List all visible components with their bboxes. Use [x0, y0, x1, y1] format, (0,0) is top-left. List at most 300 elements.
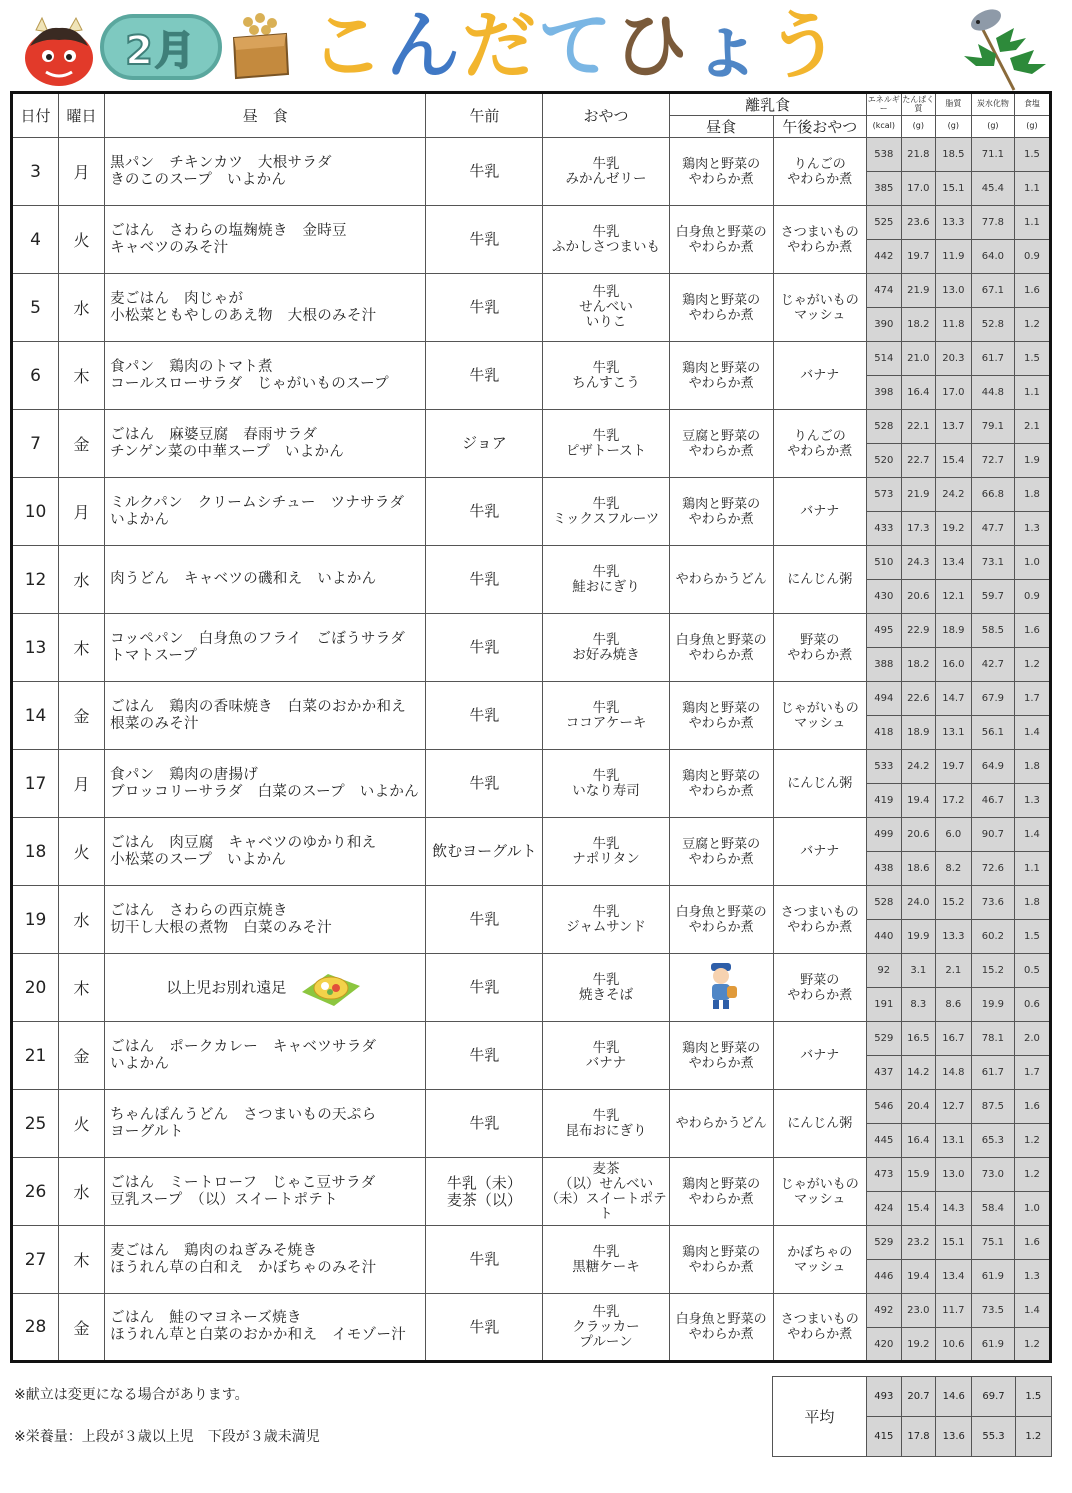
lunch-line: コッペパン 白身魚のフライ ごぼうサラダ: [110, 630, 406, 647]
month-label: 2月: [125, 27, 197, 74]
header-snack: おやつ: [543, 93, 669, 138]
protein-bottom: 20.6: [901, 580, 935, 614]
weaning-snack-line: やわらか煮: [787, 647, 853, 663]
protein-top: 20.6: [901, 818, 935, 852]
header-energy-unit: (kcal): [866, 116, 901, 138]
weekday-cell: 木: [59, 614, 105, 682]
protein-bottom: 19.9: [901, 920, 935, 954]
weaning-lunch-cell: [669, 206, 773, 274]
protein-top: 3.1: [901, 954, 935, 988]
weekday-cell: 水: [59, 1158, 105, 1226]
weaning-lunch-line: やわらか煮: [688, 647, 754, 663]
energy-top: 529: [866, 1226, 901, 1260]
header-gram-unit: (g): [1014, 116, 1050, 138]
snack-line: みかんゼリー: [565, 170, 647, 187]
snack-line: いなり寿司: [572, 782, 640, 799]
snack-cell: [543, 614, 669, 682]
lunch-line: 麦ごはん 鶏肉のねぎみそ焼き: [110, 1242, 318, 1259]
carb-bottom: 60.2: [971, 920, 1014, 954]
fat-bottom: 11.9: [935, 240, 971, 274]
weaning-snack-line: りんごの: [793, 156, 846, 172]
lunch-cell: [105, 206, 426, 274]
fat-bottom: 19.2: [935, 512, 971, 546]
salt-bottom: 0.6: [1014, 988, 1050, 1022]
average-protein-top: 20.7: [901, 1377, 935, 1417]
snack-line: お好み焼き: [572, 646, 640, 663]
weaning-lunch-line: やわらかうどん: [675, 572, 767, 587]
weaning-lunch-cell: [669, 546, 773, 614]
morning-cell: [426, 682, 543, 750]
salt-top: 1.5: [1014, 342, 1050, 376]
morning-line: 牛乳: [469, 1317, 500, 1336]
morning-line: 飲むヨーグルト: [432, 842, 537, 860]
weaning-lunch-cell: [669, 818, 773, 886]
weaning-snack-cell: [773, 274, 866, 342]
weaning-lunch-line: 鶏肉と野菜の: [682, 360, 761, 376]
table-row: [12, 478, 1051, 512]
snack-line: ナポリタン: [572, 850, 640, 867]
lunch-line: 小松菜のスープ いよかん: [110, 851, 287, 868]
snack-cell: [543, 750, 669, 818]
weaning-lunch-cell: [669, 138, 773, 206]
protein-bottom: 19.2: [901, 1328, 935, 1362]
weekday-cell: 水: [59, 274, 105, 342]
morning-cell: [426, 274, 543, 342]
date-cell: 4: [12, 206, 59, 274]
date-cell: 14: [12, 682, 59, 750]
protein-bottom: 18.2: [901, 308, 935, 342]
weaning-lunch-line: やわらか煮: [688, 1055, 754, 1071]
snack-line: ミックスフルーツ: [552, 510, 660, 527]
weaning-lunch-line: やわらか煮: [688, 1259, 754, 1275]
salt-bottom: 0.9: [1014, 580, 1050, 614]
header-weaning-snack: 午後おやつ: [773, 116, 866, 138]
energy-top: 573: [866, 478, 901, 512]
weaning-snack-cell: [773, 138, 866, 206]
table-row: [12, 1090, 1051, 1124]
morning-cell: [426, 1022, 543, 1090]
weaning-lunch-line: やわらか煮: [688, 1327, 754, 1342]
carb-top: 67.1: [971, 274, 1014, 308]
header-weaning: 離乳食: [669, 93, 866, 116]
table-row: [12, 614, 1051, 648]
carb-bottom: 52.8: [971, 308, 1014, 342]
salt-bottom: 1.2: [1014, 308, 1050, 342]
page-title: [310, 2, 842, 90]
date-cell: 13: [12, 614, 59, 682]
snack-line: ふかしさつまいも: [552, 238, 661, 255]
lunch-line: 食パン 鶏肉の唐揚げ: [110, 766, 259, 783]
protein-top: 21.9: [901, 478, 935, 512]
carb-top: 73.0: [971, 1158, 1014, 1192]
table-row: [12, 1294, 1051, 1328]
weekday-cell: 火: [59, 1090, 105, 1158]
salt-bottom: 1.3: [1014, 784, 1050, 818]
salt-top: 1.8: [1014, 750, 1050, 784]
title-char: ん: [386, 3, 460, 89]
average-label: 平均: [773, 1377, 867, 1457]
weaning-lunch-cell: [669, 274, 773, 342]
carb-bottom: 61.9: [971, 1328, 1014, 1362]
lunch-line: ごはん 鮭のマヨネーズ焼き: [110, 1310, 302, 1326]
energy-bottom: 442: [866, 240, 901, 274]
header-dow: 曜日: [59, 93, 105, 138]
carb-bottom: 72.7: [971, 444, 1014, 478]
weaning-lunch-cell: [669, 1226, 773, 1294]
weaning-snack-cell: [773, 1022, 866, 1090]
lunch-line: キャベツのみそ汁: [110, 239, 229, 256]
snack-cell: [543, 818, 669, 886]
weaning-snack-cell: [773, 954, 866, 1022]
carb-bottom: 64.0: [971, 240, 1014, 274]
fat-bottom: 16.0: [935, 648, 971, 682]
weaning-snack-line: やわらか煮: [787, 443, 853, 459]
average-carb-bottom: 55.3: [972, 1417, 1015, 1457]
salt-bottom: 1.5: [1014, 920, 1050, 954]
weekday-cell: 木: [59, 1226, 105, 1294]
fat-top: 6.0: [935, 818, 971, 852]
weaning-snack-cell: [773, 206, 866, 274]
lunch-line: ごはん ポークカレー キャベツサラダ: [110, 1038, 377, 1055]
weaning-lunch-cell: [669, 478, 773, 546]
header-lunch: 昼 食: [105, 93, 426, 138]
weekday-cell: 火: [59, 206, 105, 274]
date-cell: 20: [12, 954, 59, 1022]
protein-top: 21.8: [901, 138, 935, 172]
salt-top: 1.0: [1014, 546, 1050, 580]
fat-top: 13.4: [935, 546, 971, 580]
protein-top: 15.9: [901, 1158, 935, 1192]
header-morning: 午前: [426, 93, 543, 138]
salt-top: 0.5: [1014, 954, 1050, 988]
average-table: [772, 1376, 1052, 1457]
morning-cell: [426, 614, 543, 682]
carb-bottom: 45.4: [971, 172, 1014, 206]
weaning-snack-line: さつまいもの: [780, 904, 859, 920]
weekday-cell: 月: [59, 138, 105, 206]
weaning-lunch-line: やわらか煮: [688, 919, 754, 935]
date-cell: 18: [12, 818, 59, 886]
lunch-cell: [105, 478, 426, 546]
morning-cell: [426, 206, 543, 274]
title-char: ひ: [614, 3, 688, 89]
snack-line: （未）スイートポテ: [545, 1190, 667, 1207]
fat-top: 2.1: [935, 954, 971, 988]
morning-line: 牛乳: [469, 638, 500, 656]
snack-line: 焼きそば: [579, 986, 634, 1003]
lunch-line: ごはん さわらの塩麹焼き 金時豆: [110, 222, 347, 239]
table-row: [12, 954, 1051, 988]
weaning-lunch-line: やわらか煮: [688, 1191, 754, 1207]
salt-top: 1.7: [1014, 682, 1050, 716]
energy-top: 514: [866, 342, 901, 376]
page-header: [0, 0, 1072, 92]
morning-line: 麦茶（以）: [446, 1190, 522, 1209]
lunch-cell: [105, 1090, 426, 1158]
weaning-snack-cell: [773, 750, 866, 818]
lunch-line: 豆乳スープ （以）スイートポテト: [110, 1191, 338, 1208]
lunch-line: きのこのスープ いよかん: [110, 171, 287, 188]
snack-cell: [543, 1022, 669, 1090]
protein-bottom: 16.4: [901, 1124, 935, 1158]
weaning-snack-line: やわらか煮: [787, 919, 853, 935]
protein-bottom: 18.6: [901, 852, 935, 886]
weekday-cell: 金: [59, 1022, 105, 1090]
lunch-cell: [105, 614, 426, 682]
snack-cell: [543, 954, 669, 1022]
table-row: [12, 546, 1051, 580]
average-carb-top: 69.7: [972, 1377, 1015, 1417]
lunch-line: 小松菜ともやしのあえ物 大根のみそ汁: [110, 307, 377, 324]
salt-top: 2.0: [1014, 1022, 1050, 1056]
month-badge: [100, 14, 222, 80]
carb-top: 78.1: [971, 1022, 1014, 1056]
fat-bottom: 13.4: [935, 1260, 971, 1294]
snack-cell: [543, 1294, 669, 1362]
carb-bottom: 61.9: [971, 1260, 1014, 1294]
weaning-lunch-line: やわらか煮: [688, 783, 754, 799]
lunch-line: トマトスープ: [110, 647, 198, 664]
morning-line: 牛乳: [469, 706, 500, 724]
date-cell: 3: [12, 138, 59, 206]
carb-top: 73.5: [971, 1294, 1014, 1328]
weaning-snack-line: 野菜の: [800, 632, 840, 648]
weaning-snack-line: バナナ: [800, 844, 840, 859]
morning-cell: [426, 886, 543, 954]
weaning-snack-line: さつまいもの: [780, 1312, 859, 1327]
fat-bottom: 14.3: [935, 1192, 971, 1226]
snack-line: バナナ: [585, 1054, 627, 1071]
date-cell: 17: [12, 750, 59, 818]
snack-line: ジャムサンド: [566, 918, 646, 935]
protein-top: 22.9: [901, 614, 935, 648]
morning-line: 牛乳（未）: [446, 1173, 522, 1192]
energy-top: 473: [866, 1158, 901, 1192]
snack-line: 牛乳: [592, 767, 620, 784]
fat-bottom: 12.1: [935, 580, 971, 614]
weaning-lunch-line: 鶏肉と野菜の: [682, 1040, 761, 1056]
table-row: [12, 410, 1051, 444]
fat-bottom: 8.6: [935, 988, 971, 1022]
carb-top: 90.7: [971, 818, 1014, 852]
morning-line: 牛乳: [469, 502, 500, 520]
date-cell: 27: [12, 1226, 59, 1294]
salt-bottom: 1.1: [1014, 852, 1050, 886]
snack-line: 牛乳: [592, 1303, 620, 1320]
title-char: う: [766, 3, 840, 89]
lunch-cell: [105, 682, 426, 750]
weaning-lunch-line: やわらか煮: [688, 239, 754, 255]
weaning-snack-cell: [773, 478, 866, 546]
table-row: [12, 818, 1051, 852]
snack-line: 牛乳: [592, 699, 620, 716]
salt-top: 1.2: [1014, 1158, 1050, 1192]
snack-line: 牛乳: [592, 427, 620, 444]
snack-line: 牛乳: [592, 1243, 620, 1260]
snack-line: 牛乳: [592, 1107, 620, 1124]
carb-bottom: 58.4: [971, 1192, 1014, 1226]
snack-line: 黒糖ケーキ: [572, 1258, 640, 1275]
table-row: [12, 682, 1051, 716]
lunch-cell: [105, 546, 426, 614]
weaning-lunch-line: 鶏肉と野菜の: [682, 156, 761, 172]
carb-top: 64.9: [971, 750, 1014, 784]
morning-line: 牛乳: [469, 366, 500, 384]
weaning-lunch-cell: [669, 750, 773, 818]
header-carb: 炭水化物: [971, 93, 1014, 116]
fat-top: 13.3: [935, 206, 971, 240]
salt-top: 1.6: [1014, 614, 1050, 648]
lunch-line: 切干し大根の煮物 白菜のみそ汁: [110, 919, 333, 936]
nutrition-note: ※栄養量：上段が３歳以上児 下段が３歳未満児: [14, 1429, 320, 1445]
protein-bottom: 18.9: [901, 716, 935, 750]
snack-cell: [543, 1226, 669, 1294]
weaning-lunch-cell: [669, 342, 773, 410]
protein-bottom: 17.0: [901, 172, 935, 206]
morning-line: 牛乳: [469, 162, 500, 180]
snack-cell: [543, 342, 669, 410]
protein-top: 23.6: [901, 206, 935, 240]
salt-top: 1.6: [1014, 274, 1050, 308]
change-note: ※献立は変更になる場合があります。: [14, 1387, 249, 1403]
morning-cell: [426, 750, 543, 818]
table-row: [12, 750, 1051, 784]
weaning-snack-line: にんじん粥: [787, 1116, 853, 1131]
salt-bottom: 1.3: [1014, 512, 1050, 546]
weekday-cell: 火: [59, 818, 105, 886]
weaning-snack-cell: [773, 1158, 866, 1226]
salt-bottom: 1.9: [1014, 444, 1050, 478]
snack-line: 麦茶: [592, 1160, 620, 1177]
protein-top: 24.2: [901, 750, 935, 784]
morning-cell: [426, 546, 543, 614]
snack-cell: [543, 886, 669, 954]
protein-top: 23.2: [901, 1226, 935, 1260]
salt-bottom: 1.2: [1014, 1328, 1050, 1362]
carb-top: 87.5: [971, 1090, 1014, 1124]
weaning-snack-cell: [773, 614, 866, 682]
snack-line: 牛乳: [592, 971, 620, 988]
fat-bottom: 13.1: [935, 1124, 971, 1158]
energy-top: 533: [866, 750, 901, 784]
fat-top: 24.2: [935, 478, 971, 512]
carb-bottom: 47.7: [971, 512, 1014, 546]
weaning-lunch-line: 白身魚と野菜の: [675, 904, 767, 920]
lunch-cell: [105, 886, 426, 954]
weaning-lunch-line: やわらか煮: [688, 443, 754, 459]
energy-bottom: 430: [866, 580, 901, 614]
snack-line: いりこ: [585, 314, 627, 330]
fat-top: 13.0: [935, 1158, 971, 1192]
protein-top: 22.6: [901, 682, 935, 716]
energy-bottom: 390: [866, 308, 901, 342]
weaning-lunch-line: やわらかうどん: [675, 1116, 767, 1131]
weaning-snack-line: じゃがいもの: [780, 700, 859, 716]
energy-bottom: 446: [866, 1260, 901, 1294]
energy-bottom: 191: [866, 988, 901, 1022]
lunch-line: 肉うどん キャベツの磯和え いよかん: [110, 571, 377, 587]
weaning-lunch-cell: [669, 682, 773, 750]
carb-top: 75.1: [971, 1226, 1014, 1260]
snack-line: ピザトースト: [565, 442, 647, 459]
morning-line: 牛乳: [469, 1250, 500, 1268]
lunch-cell: [105, 954, 426, 1022]
weekday-cell: 木: [59, 954, 105, 1022]
protein-bottom: 19.4: [901, 1260, 935, 1294]
energy-top: 499: [866, 818, 901, 852]
weaning-snack-line: やわらか煮: [787, 987, 853, 1003]
lunch-cell: [105, 138, 426, 206]
fat-bottom: 11.8: [935, 308, 971, 342]
fat-top: 15.2: [935, 886, 971, 920]
snack-line: ちんすこう: [572, 374, 640, 391]
weaning-lunch-line: 鶏肉と野菜の: [682, 292, 761, 308]
weaning-lunch-line: やわらか煮: [688, 375, 754, 391]
weaning-snack-line: にんじん粥: [787, 572, 853, 587]
weekday-cell: 水: [59, 546, 105, 614]
header-protein: たんぱく質: [901, 93, 935, 116]
snack-line: ココアケーキ: [565, 714, 647, 731]
carb-bottom: 56.1: [971, 716, 1014, 750]
snack-cell: [543, 546, 669, 614]
weaning-snack-line: マッシュ: [794, 1191, 846, 1207]
snack-cell: [543, 1158, 669, 1226]
protein-top: 21.0: [901, 342, 935, 376]
lunch-line: いよかん: [110, 511, 170, 528]
weaning-snack-line: バナナ: [800, 368, 840, 383]
weaning-snack-cell: [773, 818, 866, 886]
fat-bottom: 13.1: [935, 716, 971, 750]
energy-top: 492: [866, 1294, 901, 1328]
lunch-line: 黒パン チキンカツ 大根サラダ: [110, 154, 332, 171]
snack-cell: [543, 682, 669, 750]
weaning-snack-line: マッシュ: [794, 307, 846, 323]
carb-top: 15.2: [971, 954, 1014, 988]
weekday-cell: 金: [59, 1294, 105, 1362]
energy-top: 525: [866, 206, 901, 240]
weaning-lunch-line: 鶏肉と野菜の: [682, 1244, 761, 1260]
fat-top: 20.3: [935, 342, 971, 376]
weaning-lunch-cell: [669, 1158, 773, 1226]
weaning-snack-line: じゃがいもの: [780, 1176, 859, 1192]
energy-bottom: 438: [866, 852, 901, 886]
energy-bottom: 418: [866, 716, 901, 750]
protein-bottom: 18.2: [901, 648, 935, 682]
fat-top: 11.7: [935, 1294, 971, 1328]
weaning-lunch-line: 鶏肉と野菜の: [682, 768, 761, 784]
weaning-snack-line: マッシュ: [794, 1259, 846, 1275]
snack-line: ト: [599, 1205, 613, 1222]
carb-top: 79.1: [971, 410, 1014, 444]
average-protein-bottom: 17.8: [901, 1417, 935, 1457]
salt-top: 2.1: [1014, 410, 1050, 444]
fat-top: 15.1: [935, 1226, 971, 1260]
title-char: て: [538, 3, 612, 89]
salt-top: 1.8: [1014, 478, 1050, 512]
carb-top: 61.7: [971, 342, 1014, 376]
weaning-lunch-cell: [669, 614, 773, 682]
date-cell: 21: [12, 1022, 59, 1090]
weaning-lunch-cell: [669, 1090, 773, 1158]
lunch-line: ごはん 鶏肉の香味焼き 白菜のおかか和え: [110, 698, 407, 715]
lunch-cell: [105, 1294, 426, 1362]
morning-cell: [426, 818, 543, 886]
fat-top: 18.9: [935, 614, 971, 648]
fat-top: 13.0: [935, 274, 971, 308]
date-cell: 26: [12, 1158, 59, 1226]
lunch-line: 根菜のみそ汁: [110, 715, 199, 732]
fat-top: 13.7: [935, 410, 971, 444]
